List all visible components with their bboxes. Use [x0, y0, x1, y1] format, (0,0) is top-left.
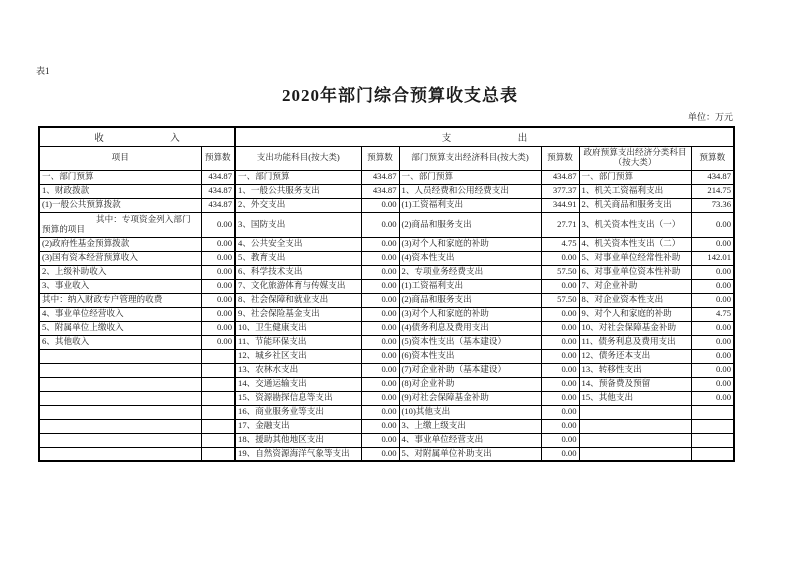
table-row: [39, 363, 734, 377]
gov-econ-item-cell: 7、对企业补助: [579, 279, 691, 293]
income-value-cell: [201, 363, 235, 377]
income-value-cell: 434.87: [201, 184, 235, 198]
function-value-cell: 0.00: [361, 307, 399, 321]
function-item-cell: 11、节能环保支出: [235, 335, 361, 349]
dept-econ-item-cell: (7)对企业补助（基本建设）: [399, 363, 541, 377]
gov-econ-value-cell: 0.00: [691, 279, 734, 293]
gov-econ-item-cell: 1、机关工资福利支出: [579, 184, 691, 198]
function-value-cell: 0.00: [361, 198, 399, 212]
dept-econ-value-cell: 27.71: [541, 212, 579, 237]
income-value-cell: [201, 419, 235, 433]
income-item-cell: [39, 447, 201, 461]
table-row: [39, 419, 734, 433]
income-value-cell: 0.00: [201, 321, 235, 335]
gov-econ-item-cell: 10、对社会保障基金补助: [579, 321, 691, 335]
gov-econ-value-cell: 0.00: [691, 237, 734, 251]
dept-econ-value-cell: 0.00: [541, 391, 579, 405]
table-row: [39, 251, 734, 265]
table-row: [39, 279, 734, 293]
header-expense-group: 支 出: [235, 127, 734, 146]
table-row: [39, 198, 734, 212]
col-header-gov-econ-subject: 政府预算支出经济分类科目（按大类）: [579, 146, 691, 170]
income-item-cell: (3)国有资本经营预算收入: [39, 251, 201, 265]
gov-econ-item-cell: 3、机关资本性支出（一）: [579, 212, 691, 237]
gov-econ-item-cell: 12、债务还本支出: [579, 349, 691, 363]
dept-econ-item-cell: 3、上缴上级支出: [399, 419, 541, 433]
gov-econ-value-cell: 0.00: [691, 321, 734, 335]
function-value-cell: 0.00: [361, 265, 399, 279]
table-row: [39, 293, 734, 307]
table-row: [39, 377, 734, 391]
dept-econ-value-cell: 377.37: [541, 184, 579, 198]
function-item-cell: 18、援助其他地区支出: [235, 433, 361, 447]
table-label: 表1: [36, 66, 50, 76]
function-item-cell: 2、外交支出: [235, 198, 361, 212]
table-row: [39, 433, 734, 447]
income-item-cell: [39, 433, 201, 447]
dept-econ-item-cell: (9)对社会保障基金补助: [399, 391, 541, 405]
dept-econ-value-cell: 0.00: [541, 307, 579, 321]
gov-econ-item-cell: 6、对事业单位资本性补助: [579, 265, 691, 279]
gov-econ-item-cell: [579, 433, 691, 447]
income-item-cell: 3、事业收入: [39, 279, 201, 293]
function-value-cell: 0.00: [361, 433, 399, 447]
gov-econ-value-cell: 0.00: [691, 349, 734, 363]
income-value-cell: 0.00: [201, 265, 235, 279]
dept-econ-item-cell: (10)其他支出: [399, 405, 541, 419]
function-item-cell: 6、科学技术支出: [235, 265, 361, 279]
income-item-cell: [39, 419, 201, 433]
income-value-cell: 0.00: [201, 251, 235, 265]
dept-econ-item-cell: (3)对个人和家庭的补助: [399, 307, 541, 321]
income-item-cell: [39, 405, 201, 419]
function-item-cell: 8、社会保障和就业支出: [235, 293, 361, 307]
gov-econ-value-cell: 73.36: [691, 198, 734, 212]
function-item-cell: 10、卫生健康支出: [235, 321, 361, 335]
gov-econ-item-cell: 13、转移性支出: [579, 363, 691, 377]
dept-econ-value-cell: 0.00: [541, 405, 579, 419]
dept-econ-value-cell: 0.00: [541, 335, 579, 349]
table-row: [39, 184, 734, 198]
income-value-cell: [201, 405, 235, 419]
gov-econ-item-cell: 2、机关商品和服务支出: [579, 198, 691, 212]
income-value-cell: [201, 349, 235, 363]
function-item-cell: 1、一般公共服务支出: [235, 184, 361, 198]
function-value-cell: 0.00: [361, 419, 399, 433]
dept-econ-item-cell: (1)工资福利支出: [399, 279, 541, 293]
gov-econ-item-cell: [579, 447, 691, 461]
function-item-cell: 16、商业服务业等支出: [235, 405, 361, 419]
function-item-cell: 17、金融支出: [235, 419, 361, 433]
income-item-cell: (1)一般公共预算拨款: [39, 198, 201, 212]
gov-econ-item-cell: 9、对个人和家庭的补助: [579, 307, 691, 321]
dept-econ-value-cell: 0.00: [541, 433, 579, 447]
col-header-budget-2: 预算数: [361, 146, 399, 170]
table-row: [39, 321, 734, 335]
dept-econ-value-cell: 0.00: [541, 251, 579, 265]
function-value-cell: 0.00: [361, 321, 399, 335]
dept-econ-value-cell: 0.00: [541, 321, 579, 335]
income-item-cell: [39, 363, 201, 377]
group-header-row: [39, 127, 734, 146]
gov-econ-item-cell: 8、对企业资本性支出: [579, 293, 691, 307]
function-value-cell: 0.00: [361, 447, 399, 461]
function-value-cell: 0.00: [361, 349, 399, 363]
table-row: [39, 170, 734, 184]
table-row: [39, 335, 734, 349]
page-title: 2020年部门综合预算收支总表: [282, 86, 518, 105]
col-header-budget-4: 预算数: [691, 146, 734, 170]
dept-econ-item-cell: (1)工资福利支出: [399, 198, 541, 212]
dept-econ-item-cell: (8)对企业补助: [399, 377, 541, 391]
income-item-cell: [39, 349, 201, 363]
dept-econ-item-cell: (4)资本性支出: [399, 251, 541, 265]
dept-econ-value-cell: 0.00: [541, 363, 579, 377]
income-item-cell: [39, 391, 201, 405]
table-row: [39, 265, 734, 279]
dept-econ-value-cell: 434.87: [541, 170, 579, 184]
col-header-item: 项目: [39, 146, 201, 170]
gov-econ-item-cell: [579, 419, 691, 433]
function-value-cell: 0.00: [361, 237, 399, 251]
function-value-cell: 0.00: [361, 212, 399, 237]
dept-econ-item-cell: (6)资本性支出: [399, 349, 541, 363]
dept-econ-item-cell: 一、部门预算: [399, 170, 541, 184]
gov-econ-value-cell: 0.00: [691, 391, 734, 405]
dept-econ-item-cell: 1、人员经费和公用经费支出: [399, 184, 541, 198]
gov-econ-value-cell: 434.87: [691, 170, 734, 184]
dept-econ-item-cell: (4)债务利息及费用支出: [399, 321, 541, 335]
table-row: [39, 405, 734, 419]
table-row: [39, 447, 734, 461]
function-item-cell: 5、教育支出: [235, 251, 361, 265]
function-item-cell: 12、城乡社区支出: [235, 349, 361, 363]
function-item-cell: 7、文化旅游体育与传媒支出: [235, 279, 361, 293]
gov-econ-value-cell: 0.00: [691, 335, 734, 349]
income-item-cell: 2、上级补助收入: [39, 265, 201, 279]
gov-econ-value-cell: 0.00: [691, 363, 734, 377]
income-item-cell: 其中：专项资金列入部门预算的项目: [39, 212, 201, 237]
header-income-group: 收 入: [39, 127, 235, 146]
income-value-cell: 0.00: [201, 293, 235, 307]
function-value-cell: 0.00: [361, 363, 399, 377]
function-value-cell: 0.00: [361, 251, 399, 265]
gov-econ-item-cell: 5、对事业单位经常性补助: [579, 251, 691, 265]
gov-econ-value-cell: 0.00: [691, 212, 734, 237]
dept-econ-value-cell: 4.75: [541, 237, 579, 251]
income-value-cell: 434.87: [201, 170, 235, 184]
budget-summary-table: [38, 126, 735, 462]
gov-econ-value-cell: [691, 419, 734, 433]
function-item-cell: 13、农林水支出: [235, 363, 361, 377]
income-value-cell: 0.00: [201, 307, 235, 321]
gov-econ-item-cell: 15、其他支出: [579, 391, 691, 405]
gov-econ-value-cell: 4.75: [691, 307, 734, 321]
income-item-cell: 1、财政拨款: [39, 184, 201, 198]
gov-econ-value-cell: [691, 433, 734, 447]
income-value-cell: 0.00: [201, 237, 235, 251]
dept-econ-item-cell: 4、事业单位经营支出: [399, 433, 541, 447]
unit-note: 单位：万元: [687, 112, 733, 122]
income-value-cell: 434.87: [201, 198, 235, 212]
function-item-cell: 9、社会保险基金支出: [235, 307, 361, 321]
income-item-cell: 4、事业单位经营收入: [39, 307, 201, 321]
function-value-cell: 0.00: [361, 293, 399, 307]
gov-econ-value-cell: 0.00: [691, 293, 734, 307]
table-row: [39, 391, 734, 405]
gov-econ-value-cell: [691, 405, 734, 419]
function-value-cell: 434.87: [361, 184, 399, 198]
income-item-cell: [39, 377, 201, 391]
table-row: [39, 212, 734, 237]
table-row: [39, 237, 734, 251]
income-value-cell: [201, 433, 235, 447]
gov-econ-value-cell: 142.01: [691, 251, 734, 265]
function-item-cell: 14、交通运输支出: [235, 377, 361, 391]
function-item-cell: 15、资源勘探信息等支出: [235, 391, 361, 405]
dept-econ-value-cell: 0.00: [541, 279, 579, 293]
income-value-cell: 0.00: [201, 279, 235, 293]
function-item-cell: 19、自然资源海洋气象等支出: [235, 447, 361, 461]
income-item-cell: 5、附属单位上缴收入: [39, 321, 201, 335]
dept-econ-value-cell: 0.00: [541, 419, 579, 433]
income-item-cell: 6、其他收入: [39, 335, 201, 349]
gov-econ-item-cell: 一、部门预算: [579, 170, 691, 184]
col-header-budget-3: 预算数: [541, 146, 579, 170]
dept-econ-value-cell: 0.00: [541, 447, 579, 461]
column-header-row: [39, 146, 734, 170]
income-value-cell: [201, 377, 235, 391]
dept-econ-value-cell: 0.00: [541, 349, 579, 363]
income-item-cell: 其中：纳入财政专户管理的收费: [39, 293, 201, 307]
gov-econ-item-cell: 14、预备费及预留: [579, 377, 691, 391]
income-value-cell: [201, 447, 235, 461]
dept-econ-value-cell: 344.91: [541, 198, 579, 212]
gov-econ-value-cell: 214.75: [691, 184, 734, 198]
col-header-function-subject: 支出功能科目(按大类): [235, 146, 361, 170]
income-item-cell: 一、部门预算: [39, 170, 201, 184]
budget-table-body: [39, 170, 734, 461]
dept-econ-item-cell: (2)商品和服务支出: [399, 212, 541, 237]
income-value-cell: 0.00: [201, 335, 235, 349]
function-value-cell: 0.00: [361, 335, 399, 349]
dept-econ-item-cell: (5)资本性支出（基本建设）: [399, 335, 541, 349]
function-value-cell: 0.00: [361, 405, 399, 419]
dept-econ-item-cell: 5、对附属单位补助支出: [399, 447, 541, 461]
dept-econ-value-cell: 57.50: [541, 293, 579, 307]
function-item-cell: 4、公共安全支出: [235, 237, 361, 251]
gov-econ-item-cell: 11、债务利息及费用支出: [579, 335, 691, 349]
gov-econ-item-cell: [579, 405, 691, 419]
table-row: [39, 349, 734, 363]
gov-econ-value-cell: [691, 447, 734, 461]
income-item-cell: (2)政府性基金预算拨款: [39, 237, 201, 251]
dept-econ-value-cell: 0.00: [541, 377, 579, 391]
function-item-cell: 3、国防支出: [235, 212, 361, 237]
table-row: [39, 307, 734, 321]
gov-econ-value-cell: 0.00: [691, 265, 734, 279]
income-value-cell: 0.00: [201, 212, 235, 237]
gov-econ-value-cell: 0.00: [691, 377, 734, 391]
dept-econ-value-cell: 57.50: [541, 265, 579, 279]
col-header-dept-econ-subject: 部门预算支出经济科目(按大类): [399, 146, 541, 170]
function-item-cell: 一、部门预算: [235, 170, 361, 184]
function-value-cell: 0.00: [361, 391, 399, 405]
function-value-cell: 0.00: [361, 377, 399, 391]
function-value-cell: 434.87: [361, 170, 399, 184]
dept-econ-item-cell: 2、专项业务经费支出: [399, 265, 541, 279]
gov-econ-item-cell: 4、机关资本性支出（二）: [579, 237, 691, 251]
col-header-budget-1: 预算数: [201, 146, 235, 170]
function-value-cell: 0.00: [361, 279, 399, 293]
dept-econ-item-cell: (2)商品和服务支出: [399, 293, 541, 307]
income-value-cell: [201, 391, 235, 405]
dept-econ-item-cell: (3)对个人和家庭的补助: [399, 237, 541, 251]
